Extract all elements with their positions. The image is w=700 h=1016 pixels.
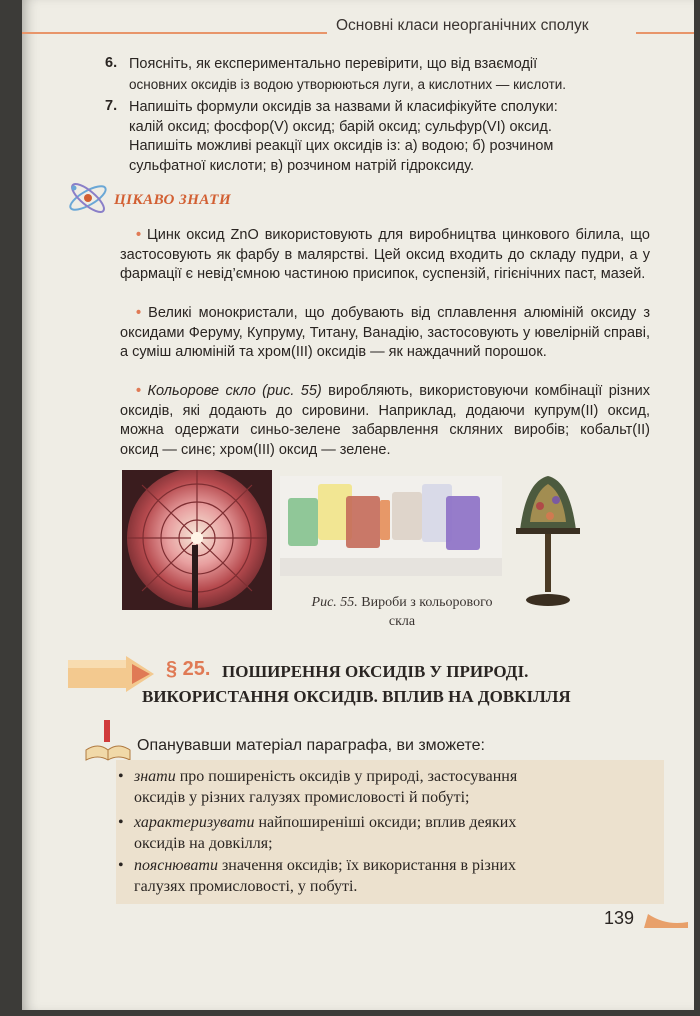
bullet: • xyxy=(118,814,124,831)
bullet: • xyxy=(118,857,124,874)
goal-text: значення оксидів; їх використання в різних xyxy=(217,857,516,874)
paragraph-text: Цинк оксид ZnO використовують для виробництва цинкового білила, що застосовують як фарбу в малярстві. Цей оксид входить до складу пудри, а у фармації є невід’ємною частиною присипок, суспензій, гігієнічних паст, мазей. xyxy=(120,227,650,282)
goal-verb: пояснювати xyxy=(134,857,218,874)
question-6-line: основних оксидів із водою утворюються луги, а кислотних — кислоти. xyxy=(129,76,567,92)
goal-verb: знати xyxy=(134,768,176,785)
section-title-line-2: ВИКОРИСТАННЯ ОКСИДІВ. ВПЛИВ НА ДОВКІЛЛЯ xyxy=(142,687,571,706)
header-rule-left xyxy=(22,32,327,34)
goal-item xyxy=(118,855,649,897)
page-number: 139 xyxy=(604,908,635,928)
figure-reference: Кольорове скло (рис. 55) xyxy=(147,383,322,399)
tiffany-lamp-photo xyxy=(510,470,586,610)
goal-item xyxy=(118,812,649,854)
question-7-line: калій оксид; фосфор(V) оксид; барій оксид; сульфур(VI) оксид. xyxy=(129,118,552,135)
atom-icon xyxy=(64,176,112,220)
caption-line xyxy=(284,593,520,612)
goals-lead: Опанувавши матеріал параграфа, ви зможете: xyxy=(137,737,485,754)
bullet: • xyxy=(136,383,142,399)
open-book-icon xyxy=(84,720,132,762)
bullet: • xyxy=(136,305,142,321)
question-number-6: 6. xyxy=(105,55,118,71)
interesting-facts-title: ЦІКАВО ЗНАТИ xyxy=(114,192,232,208)
header-rule-right xyxy=(636,32,694,34)
figure-caption xyxy=(284,593,520,631)
question-7-line: Напишіть можливі реакції цих оксидів із: а) водою; б) розчином xyxy=(129,138,554,154)
bullet: • xyxy=(136,227,142,243)
page-corner-decoration xyxy=(644,912,688,930)
figure-label: Рис. 55. xyxy=(311,595,358,610)
goal-text: оксидів у різних галузях промисловості й побуті; xyxy=(134,789,470,806)
question-7-line: Напишіть формули оксидів за назвами й класифікуйте сполуки: xyxy=(129,99,558,115)
section-number: § 25. xyxy=(166,658,211,680)
question-number-7: 7. xyxy=(105,98,118,114)
question-6-line: Поясніть, як експериментально перевірити, що від взаємодії xyxy=(129,56,538,72)
paragraph-text: Великі монокристали, що добувають від сплавлення алюміній оксиду з оксидами Феруму, Купруму, Титану, Ванадію, застосовують у ювелірній справі, а суміш алюміній та хром(III) оксидів — як наждачний порошок. xyxy=(120,305,650,360)
goal-text: галузях промисловості, у побуті. xyxy=(134,878,358,895)
textbook-page xyxy=(22,0,694,1010)
question-7-line: сульфатної кислоти; в) розчином натрій гідроксиду. xyxy=(129,157,474,174)
goal-text: про поширеність оксидів у природі, застосування xyxy=(175,768,518,785)
section-title-line-1: ПОШИРЕННЯ ОКСИДІВ У ПРИРОДІ. xyxy=(222,662,529,681)
question-6 xyxy=(129,55,649,94)
paragraph-text: виробляють, використовуючи комбінації різних оксидів, які додають до сировини. Наприклад, додаючи купрум(II) оксид, можна одержати синьо-зелене забарвлення скляних виробів; кобальт(II) оксид — синє; хром(III) оксид — зелене. xyxy=(120,383,650,458)
caption-line: скла xyxy=(388,614,416,629)
bullet: • xyxy=(118,768,124,785)
goal-verb: характеризувати xyxy=(134,814,255,831)
interesting-paragraph-1 xyxy=(120,226,650,285)
interesting-paragraph-2 xyxy=(120,304,650,363)
stained-glass-dome-photo xyxy=(122,470,272,610)
colored-glass-cups-photo xyxy=(280,476,502,576)
caption-text: Вироби з кольорового xyxy=(361,595,493,610)
goal-item xyxy=(118,766,649,808)
running-header: Основні класи неорганічних сполук xyxy=(336,17,589,34)
interesting-paragraph-3 xyxy=(120,382,650,460)
question-7 xyxy=(129,98,649,176)
goal-text: оксидів на довкілля; xyxy=(134,835,273,852)
goal-text: найпоширеніші оксиди; вплив деяких xyxy=(254,814,517,831)
